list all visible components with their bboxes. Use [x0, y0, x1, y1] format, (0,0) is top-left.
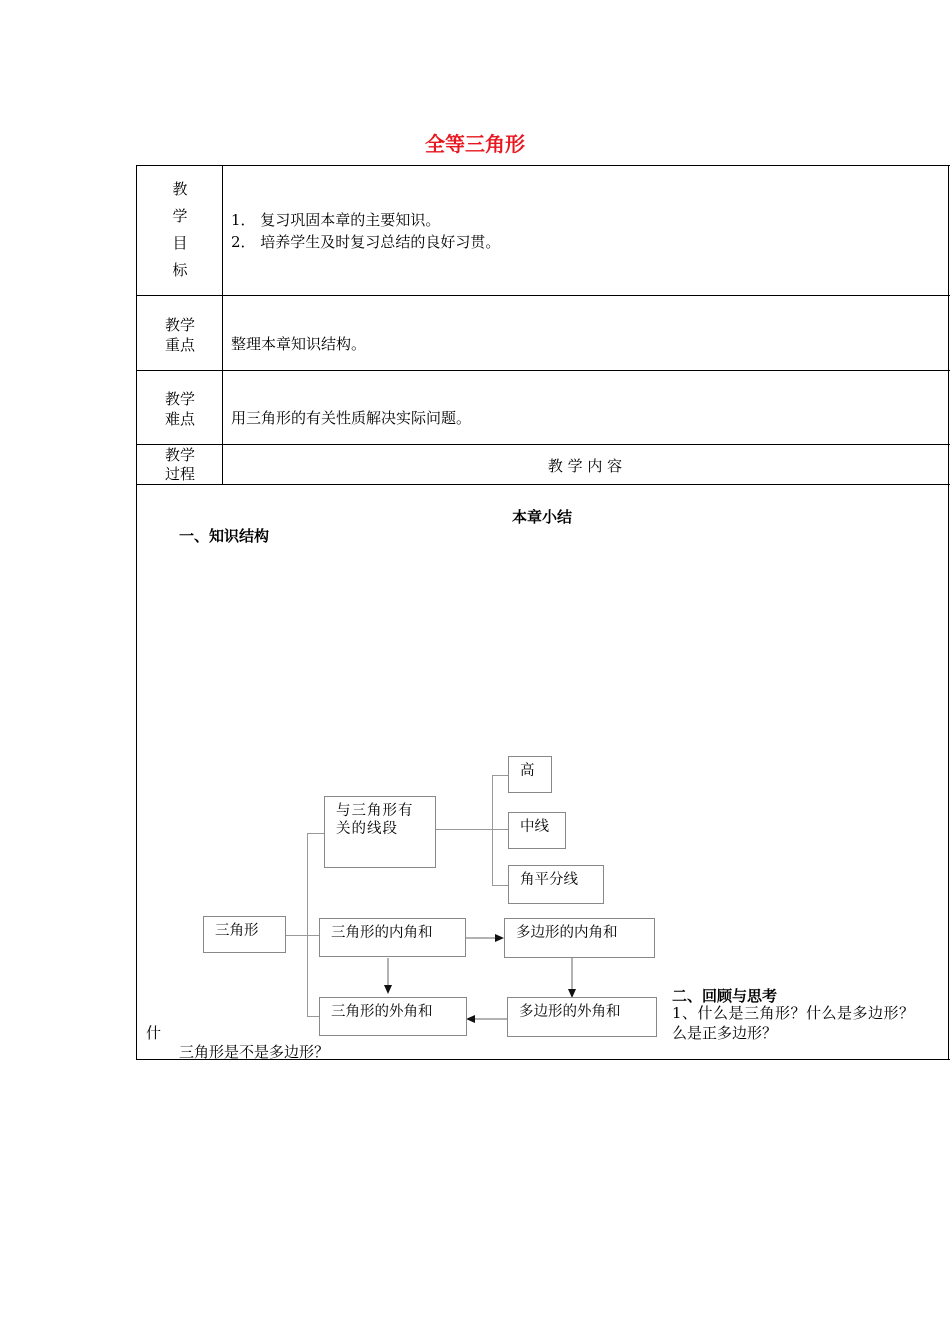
question-1-char: 什 [146, 1024, 162, 1042]
arrowhead-icon [466, 1015, 475, 1023]
node-angle-bisector: 角平分线 [508, 865, 604, 904]
section-knowledge-structure: 一、知识结构 [179, 527, 270, 545]
node-exterior-angle-sum: 三角形的外角和 [319, 997, 467, 1036]
node-interior-angle-sum: 三角形的内角和 [319, 918, 466, 957]
goal-item: 1． 复习巩固本章的主要知识。 [231, 211, 441, 229]
node-polygon-interior-sum: 多边形的内角和 [504, 918, 655, 958]
goal-item: 2． 培养学生及时复习总结的良好习贯。 [231, 233, 501, 251]
question-1-line2: 么是正多边形？ [672, 1024, 778, 1042]
key-point-text: 整理本章知识结构。 [231, 335, 367, 353]
process-label: 教学 过程 [164, 446, 195, 483]
node-polygon-exterior-sum: 多边形的外角和 [507, 997, 657, 1037]
node-triangle: 三角形 [203, 916, 286, 953]
node-height: 高 [508, 756, 552, 793]
node-median: 中线 [508, 812, 566, 849]
difficulty-label: 教学 难点 [164, 390, 195, 428]
key-point-label: 教学 重点 [164, 316, 195, 354]
arrowhead-icon [384, 985, 392, 994]
question-1-line3: 三角形是不是多边形？ [179, 1043, 330, 1061]
chapter-title: 本章小结 [511, 508, 572, 526]
page-title: 全等三角形 [425, 132, 525, 156]
arrowhead-icon [495, 934, 504, 942]
goal-label: 教 学 目 标 [172, 180, 188, 279]
difficulty-text: 用三角形的有关性质解决实际问题。 [231, 409, 472, 427]
question-1-line1: 1、什么是三角形？什么是多边形？ [672, 1004, 915, 1022]
node-related-segments: 与三角形有关的线段 [324, 796, 436, 868]
process-header: 教 学 内 容 [547, 457, 623, 475]
section-review: 二、回顾与思考 [672, 987, 778, 1005]
